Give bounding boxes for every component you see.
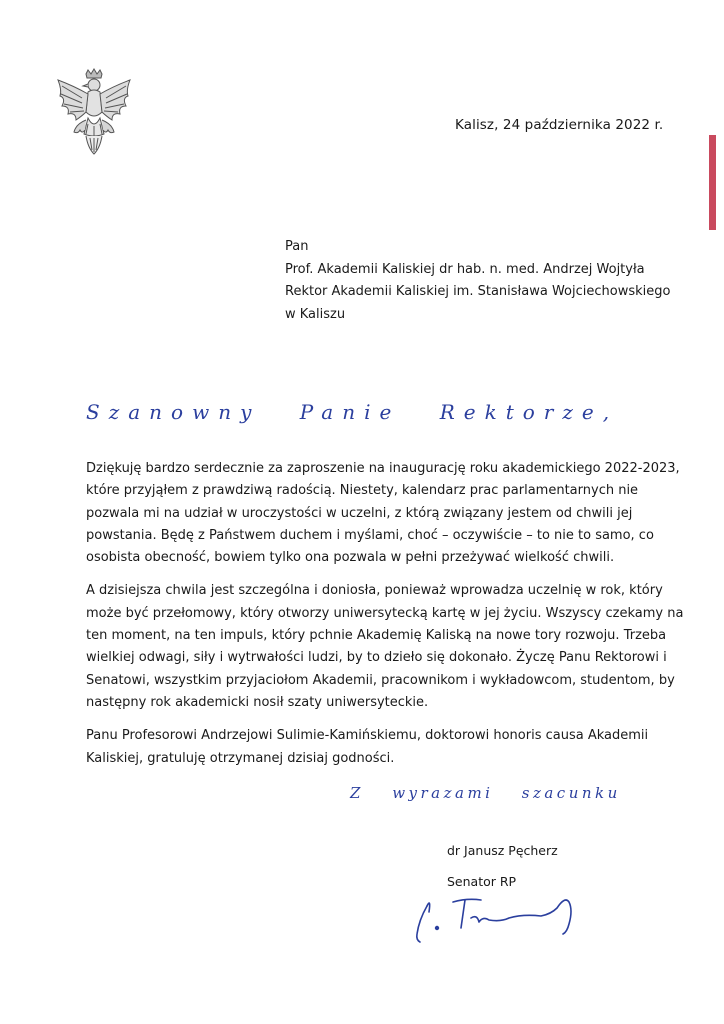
body-line: Panu Profesorowi Andrzejowi Sulimie-Kamińskiemu, doktorowi honoris causa Akademii (86, 728, 649, 744)
body-line: ten moment, na ten impuls, który pchnie Akademię Kaliską na nowe tory rozwoju. Trzeba (86, 628, 667, 644)
addressee-line: Pan (285, 239, 309, 254)
body-paragraph (86, 725, 649, 770)
handwritten-signature (405, 880, 595, 950)
body-line: które przyjąłem z prawdziwą radością. Niestety, kalendarz prac parlamentarnych nie (86, 483, 639, 499)
addressee-line: Rektor Akademii Kaliskiej im. Stanisława Wojciechowskiego (285, 284, 671, 299)
body-line: osobista obecność, bowiem tylko ona pozwala w pełni przeżywać wielkość chwili. (86, 550, 615, 566)
addressee-block (285, 236, 670, 326)
body-line: następny rok akademicki nosił szaty uniwersyteckie. (86, 694, 429, 710)
body-line: wielkiej odwagi, siły i wytrwałości ludzi, by to dzieło się dokonało. Życzę Panu Rektorowi i (86, 650, 667, 666)
body-paragraph (86, 458, 680, 569)
body-line: Dziękuję bardzo serdecznie za zaproszenie na inaugurację roku akademickiego 2022-2023, (86, 461, 680, 476)
addressee-line: Prof. Akademii Kaliskiej dr hab. n. med. Andrzej Wojtyła (285, 261, 645, 277)
handwritten-salutation: Szanowny Panie Rektorze, (86, 400, 619, 424)
body-line: Senatowi, wszystkim przyjaciołom Akademii, pracownikom i wykładowcom, studentom, by (86, 672, 675, 688)
signer-title: Senator RP (447, 874, 517, 889)
letter-date: Kalisz, 24 października 2022 r. (455, 117, 664, 133)
body-line: pozwala mi na udział w uroczystości w uczelni, z którą związany jestem od chwili jej (86, 505, 633, 521)
white-eagle-emblem-icon (52, 68, 136, 160)
body-line: Kaliskiej, gratuluję otrzymanej dzisiaj godności. (86, 750, 395, 766)
body-line: powstania. Będę z Państwem duchem i myślami, choć – oczywiście – to nie to samo, co (86, 527, 654, 543)
body-line: A dzisiejsza chwila jest szczególna i doniosła, ponieważ wprowadza uczelnię w rok, który (86, 583, 663, 599)
body-line: może być przełomowy, który otworzy uniwersytecką kartę w jej życiu. Wszyscy czekamy na (86, 605, 684, 621)
letter-body (86, 458, 684, 781)
handwritten-closing: Z wyrazami szacunku (350, 784, 621, 802)
addressee-line: w Kaliszu (285, 306, 346, 322)
edge-mark (709, 135, 716, 230)
body-paragraph (86, 580, 684, 714)
signer-name: dr Janusz Pęcherz (447, 843, 558, 858)
